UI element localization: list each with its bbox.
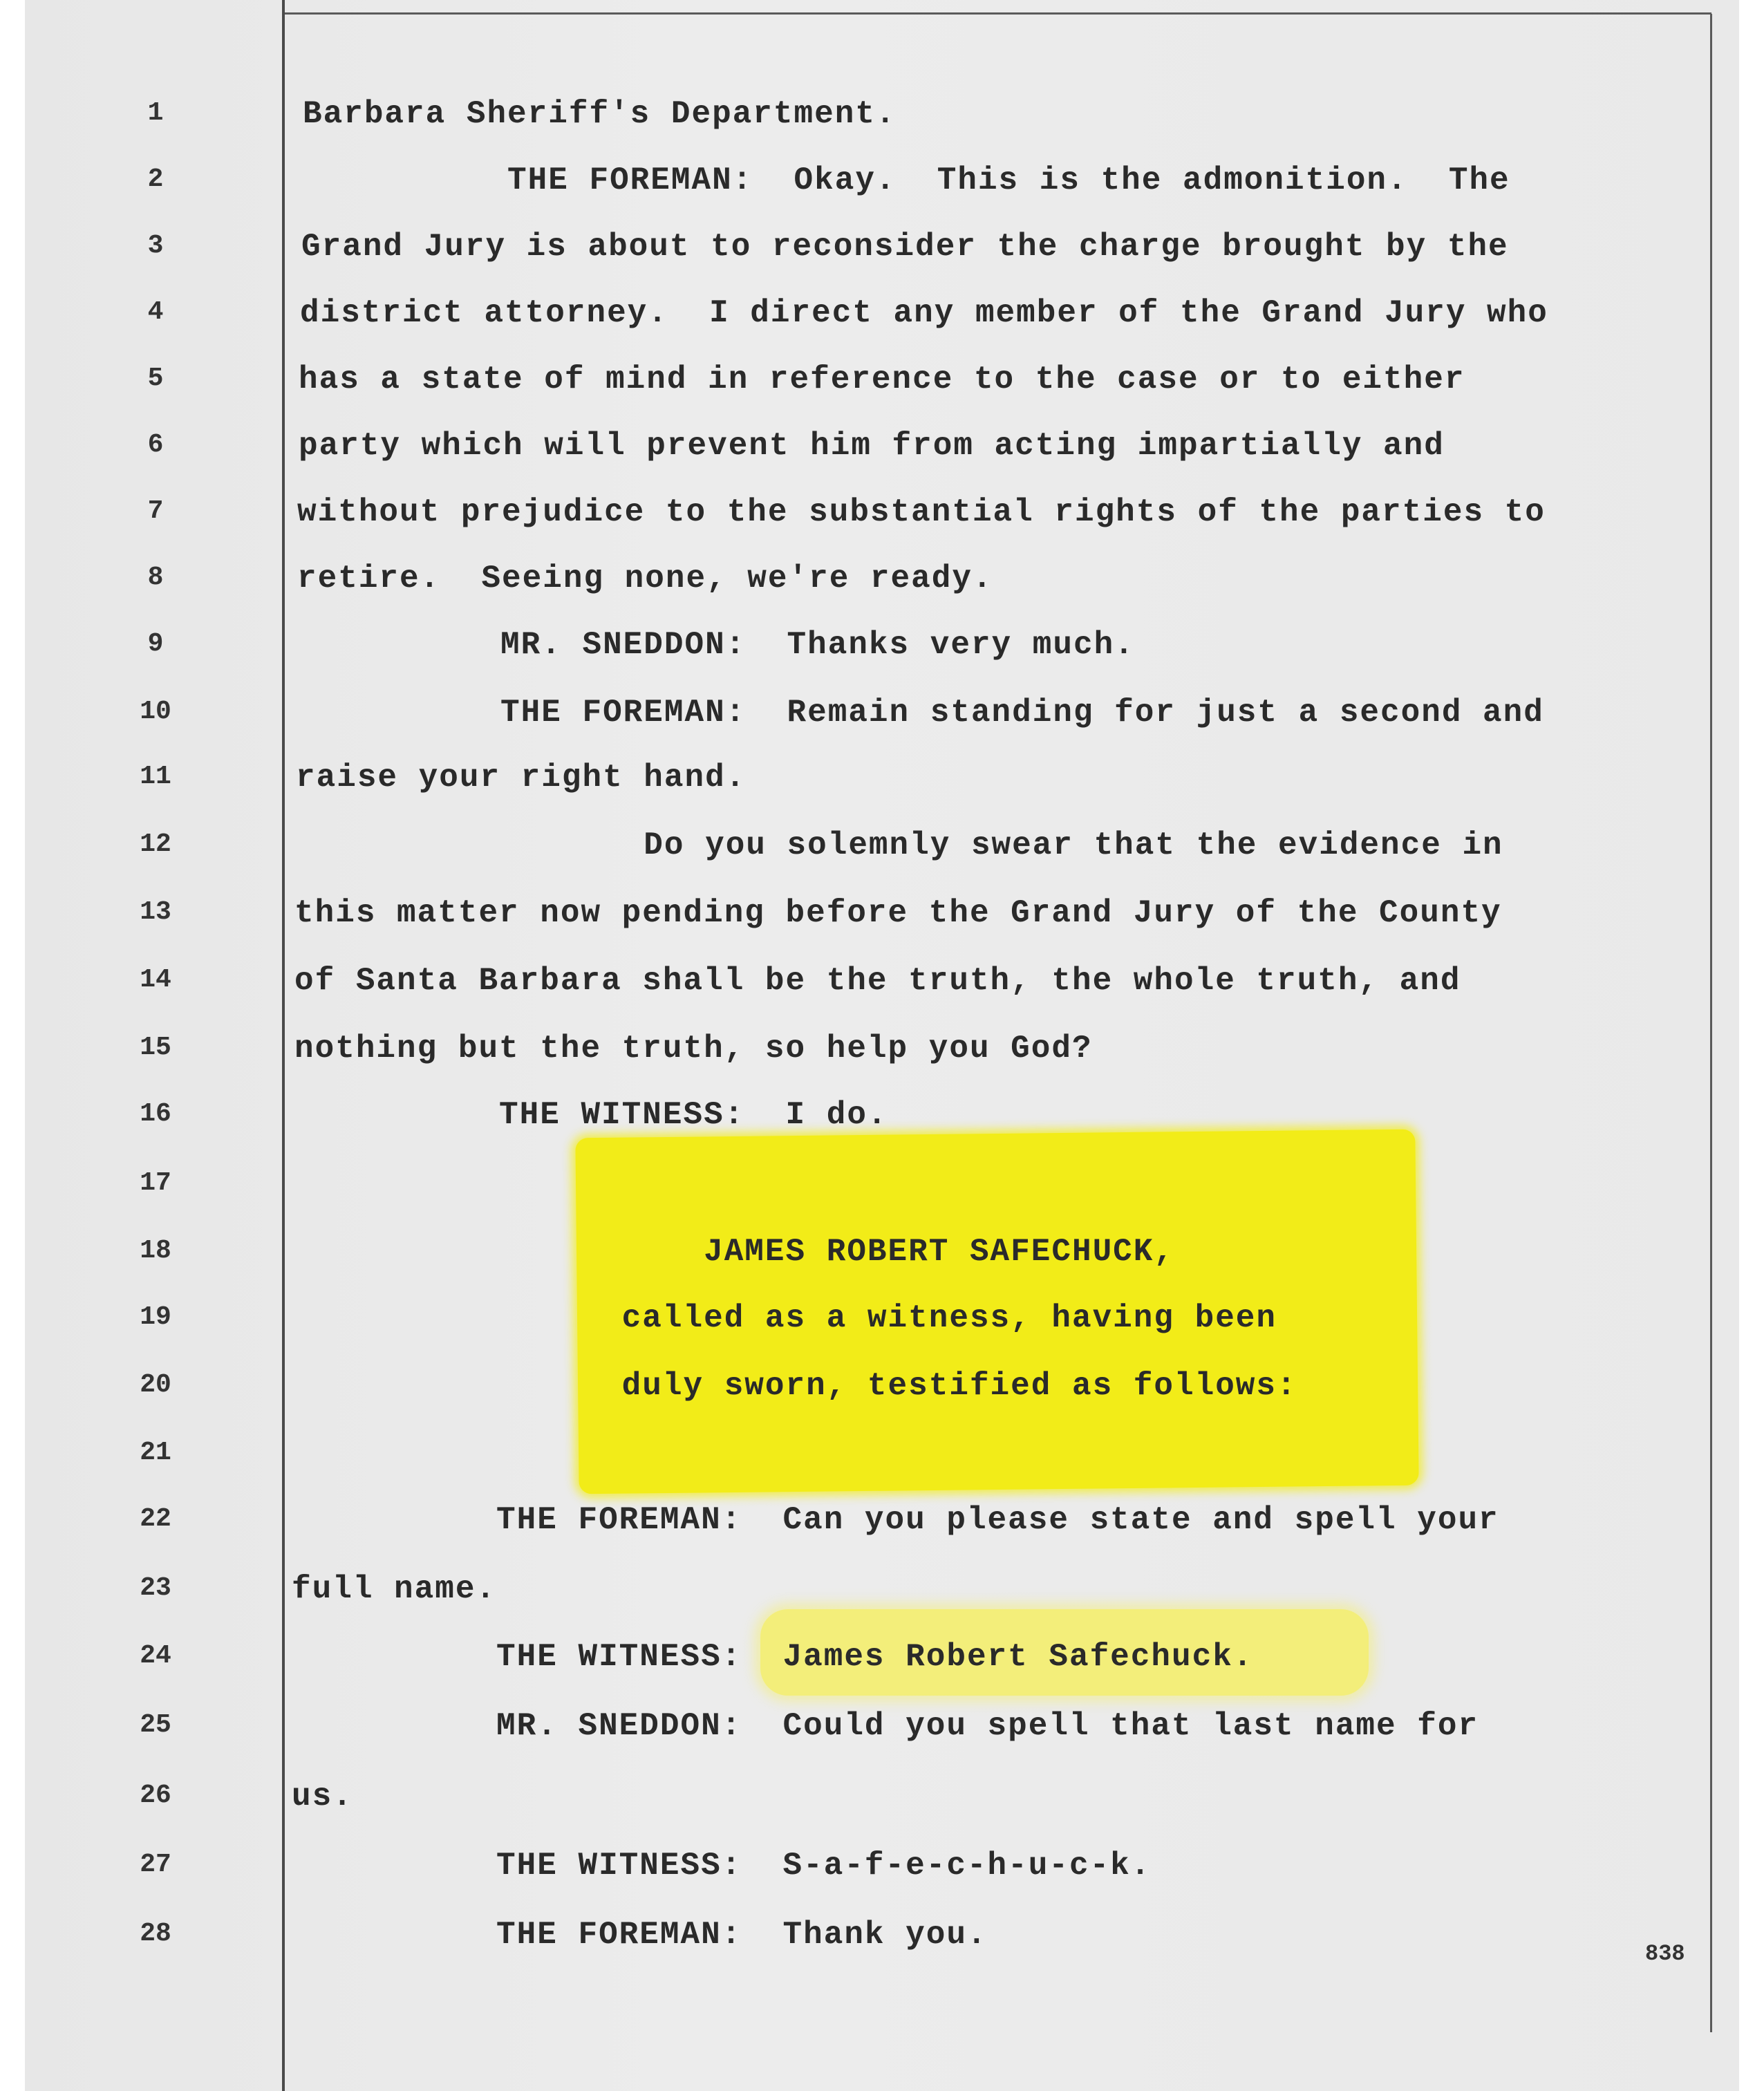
line-number: 2: [147, 165, 164, 194]
transcript-line: MR. SNEDDON: Thanks very much.: [296, 627, 1135, 663]
line-number: 22: [140, 1504, 171, 1534]
transcript-line: THE WITNESS: James Robert Safechuck.: [292, 1639, 1254, 1675]
line-number: 7: [147, 496, 164, 526]
transcript-line: this matter now pending before the Grand Jury of the County: [294, 895, 1502, 931]
line-number: 17: [140, 1168, 171, 1198]
line-number: 8: [147, 563, 164, 592]
transcript-line: retire. Seeing none, we're ready.: [297, 561, 993, 597]
transcript-line: THE FOREMAN: Can you please state and spell your: [292, 1502, 1499, 1538]
page-number: 838: [1645, 1941, 1685, 1967]
transcript-line: has a state of mind in reference to the case or to either: [299, 362, 1465, 397]
transcript-line: Barbara Sheriff's Department.: [303, 96, 897, 132]
transcript-line: THE FOREMAN: Remain standing for just a second and: [296, 695, 1544, 731]
line-number: 14: [140, 965, 171, 995]
line-number: 24: [140, 1641, 171, 1671]
transcript-line: duly sworn, testified as follows:: [294, 1368, 1297, 1404]
line-number: 20: [140, 1370, 171, 1400]
transcript-line: called as a witness, having been: [294, 1300, 1277, 1336]
transcript-line: THE FOREMAN: Thank you.: [292, 1917, 988, 1953]
line-number: 12: [140, 829, 171, 859]
line-number: 15: [140, 1033, 171, 1062]
line-number: 21: [140, 1438, 171, 1468]
transcript-line: THE WITNESS: I do.: [294, 1097, 888, 1133]
transcript-line: of Santa Barbara shall be the truth, the whole truth, and: [294, 963, 1461, 999]
line-number: 16: [140, 1099, 171, 1129]
line-number: 23: [140, 1573, 171, 1603]
transcript-line: THE FOREMAN: Okay. This is the admonition. The: [303, 162, 1510, 198]
right-margin-rule: [1710, 14, 1712, 2032]
transcript-line: district attorney. I direct any member of the Grand Jury who: [300, 295, 1548, 331]
line-number: 3: [147, 231, 164, 261]
line-number: 9: [147, 629, 164, 659]
transcript-line: raise your right hand.: [296, 760, 747, 796]
transcript-line: us.: [292, 1779, 353, 1815]
transcript-line: Do you solemnly swear that the evidence in: [296, 827, 1503, 863]
witness-name-heading: JAMES ROBERT SAFECHUCK,: [294, 1234, 1174, 1270]
line-number: 28: [140, 1919, 171, 1949]
line-number: 26: [140, 1781, 171, 1810]
transcript-line: party which will prevent him from acting impartially and: [299, 428, 1445, 464]
line-number: 5: [147, 364, 164, 393]
line-number: 4: [147, 297, 164, 327]
line-number: 19: [140, 1302, 171, 1332]
line-number: 27: [140, 1850, 171, 1879]
transcript-line: MR. SNEDDON: Could you spell that last name for: [292, 1708, 1479, 1744]
line-number: 6: [147, 430, 164, 460]
top-border-rule: [282, 12, 1711, 15]
left-margin-rule: [282, 0, 285, 2091]
line-number: 10: [140, 697, 171, 726]
transcript-line: THE WITNESS: S-a-f-e-c-h-u-c-k.: [292, 1848, 1152, 1884]
transcript-line: full name.: [292, 1571, 497, 1607]
transcript-line: nothing but the truth, so help you God?: [294, 1031, 1093, 1067]
transcript-line: without prejudice to the substantial rights of the parties to: [297, 494, 1546, 530]
line-number: 13: [140, 897, 171, 927]
transcript-line: Grand Jury is about to reconsider the charge brought by the: [301, 229, 1509, 265]
line-number: 11: [140, 762, 171, 791]
line-number: 18: [140, 1236, 171, 1266]
line-number: 1: [147, 98, 164, 128]
line-number: 25: [140, 1710, 171, 1740]
line-number-column: [104, 0, 207, 2091]
